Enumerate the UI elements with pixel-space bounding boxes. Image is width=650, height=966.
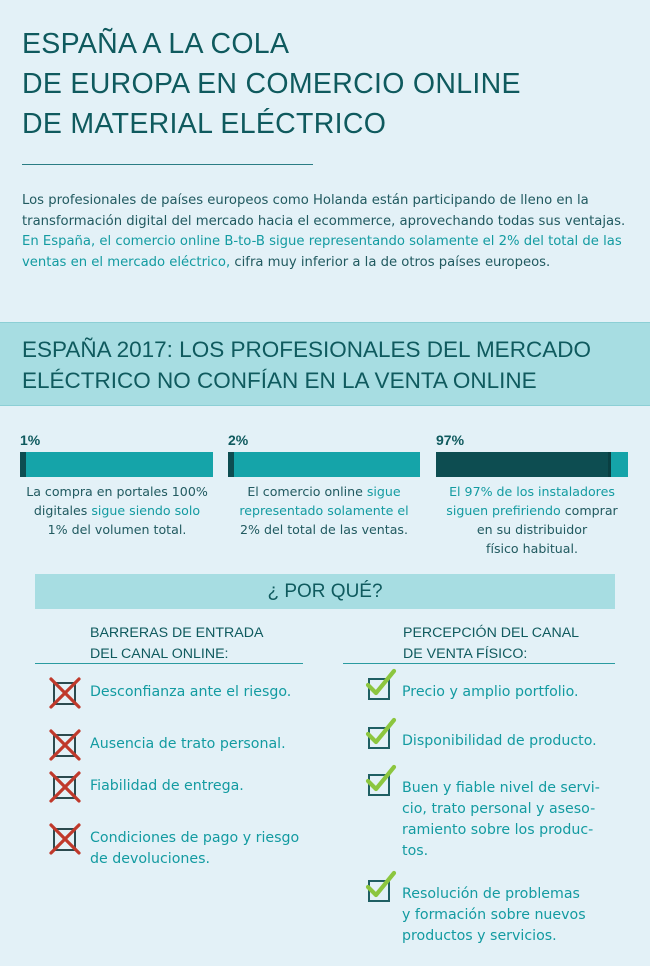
list-item-line: Ausencia de trato personal. (90, 736, 286, 752)
intro-highlight: En España, el comercio online B-to-B sigue representando solamente el 2% del total de las ventas en el mercado eléctrico, (22, 234, 622, 270)
stat-progress-fill (20, 452, 26, 477)
stat-text: 2% del total de las ventas. (240, 522, 408, 537)
list-item-line: cio, trato personal y aseso- (402, 801, 596, 817)
title-line: DE MATERIAL ELÉCTRICO (22, 108, 387, 140)
list-item-line: y formación sobre nuevos (402, 907, 586, 923)
perception-heading (403, 623, 579, 665)
stat-progress-marker (608, 452, 611, 477)
stat-progress-bar (436, 452, 628, 477)
list-item (402, 778, 600, 862)
intro-paragraph (22, 191, 632, 273)
stat-text: comprar (564, 503, 618, 518)
list-item-line: ramiento sobre los produc- (402, 822, 594, 838)
check-box-icon (364, 870, 398, 908)
perception-heading-line: DE VENTA FÍSICO: (403, 646, 528, 662)
cross-box-icon (48, 770, 82, 808)
list-item (402, 682, 579, 703)
stat-highlight-text: siguen prefiriendo (446, 503, 565, 518)
check-box-icon (364, 668, 398, 706)
section-title-line: ESPAÑA 2017: LOS PROFESIONALES DEL MERCADO (22, 337, 591, 362)
stat-description-line (432, 501, 632, 520)
stat-percent-label: 1% (20, 432, 41, 448)
barriers-divider (35, 663, 303, 664)
stat-text: 1% del volumen total. (47, 522, 187, 537)
cross-box-icon (48, 822, 82, 860)
perception-heading-line: PERCEPCIÓN DEL CANAL (403, 625, 580, 641)
stat-text: físico habitual. (486, 541, 578, 556)
stat-description (432, 482, 632, 558)
barriers-heading (90, 623, 263, 665)
stat-highlight-text: sigue siendo solo (91, 503, 201, 518)
stat-description-line (17, 520, 217, 539)
stat-description-line (224, 501, 424, 520)
stat-progress-fill (228, 452, 234, 477)
title-divider (22, 164, 313, 165)
list-item-line: Disponibilidad de producto. (402, 733, 597, 749)
intro-text: Los profesionales de países europeos como Holanda están participando de lleno en la transformación digital del mercado hacia el ecommerce, aprovechando todas sus ventajas. (22, 193, 626, 229)
list-item (90, 734, 286, 755)
barriers-heading-line: DEL CANAL ONLINE: (90, 646, 229, 662)
stat-description-line (432, 482, 632, 501)
stat-text: El comercio online (247, 484, 367, 499)
stat-percent-label: 2% (228, 432, 249, 448)
list-item (90, 828, 299, 870)
section-title-line: ELÉCTRICO NO CONFÍAN EN LA VENTA ONLINE (22, 368, 537, 393)
stat-description-line (17, 482, 217, 501)
perception-divider (343, 663, 615, 664)
section-title (22, 334, 642, 396)
list-item-line: Buen y fiable nivel de servi- (402, 780, 600, 796)
page-title (22, 24, 622, 144)
why-heading: ¿ POR QUÉ? (267, 581, 383, 602)
title-line: DE EUROPA EN COMERCIO ONLINE (22, 68, 521, 100)
stat-description-line (432, 539, 632, 558)
list-item-line: Precio y amplio portfolio. (402, 684, 579, 700)
list-item-line: tos. (402, 843, 429, 859)
check-box-icon (364, 764, 398, 802)
stat-highlight-text: sigue (366, 484, 401, 499)
stat-progress-fill (436, 452, 608, 477)
stat-text: La compra en portales 100% (26, 484, 208, 499)
cross-box-icon (48, 728, 82, 766)
list-item (402, 731, 597, 752)
stat-progress-bar (228, 452, 420, 477)
stat-percent-label: 97% (436, 432, 465, 448)
stat-description-line (432, 520, 632, 539)
intro-text: cifra muy inferior a la de otros países europeos. (234, 254, 551, 270)
list-item-line: Condiciones de pago y riesgo (90, 830, 300, 846)
list-item-line: Desconfianza ante el riesgo. (90, 684, 292, 700)
list-item (90, 776, 244, 797)
stat-text: digitales (33, 503, 92, 518)
stat-description (17, 482, 217, 539)
stat-highlight-text: representado solamente el (239, 503, 409, 518)
stat-description-line (224, 520, 424, 539)
list-item (90, 682, 291, 703)
stat-description-line (17, 501, 217, 520)
cross-box-icon (48, 676, 82, 714)
check-box-icon (364, 717, 398, 755)
title-line: ESPAÑA A LA COLA (22, 28, 290, 60)
list-item-line: Resolución de problemas (402, 886, 580, 902)
stat-description-line (224, 482, 424, 501)
barriers-heading-line: BARRERAS DE ENTRADA (90, 625, 264, 641)
list-item-line: de devoluciones. (90, 851, 211, 867)
stat-highlight-text: El 97% de los instaladores (449, 484, 615, 499)
stat-progress-bar (20, 452, 213, 477)
list-item (402, 884, 586, 947)
stat-text: en su distribuidor (476, 522, 588, 537)
stat-description (224, 482, 424, 539)
list-item-line: productos y servicios. (402, 928, 557, 944)
list-item-line: Fiabilidad de entrega. (90, 778, 244, 794)
